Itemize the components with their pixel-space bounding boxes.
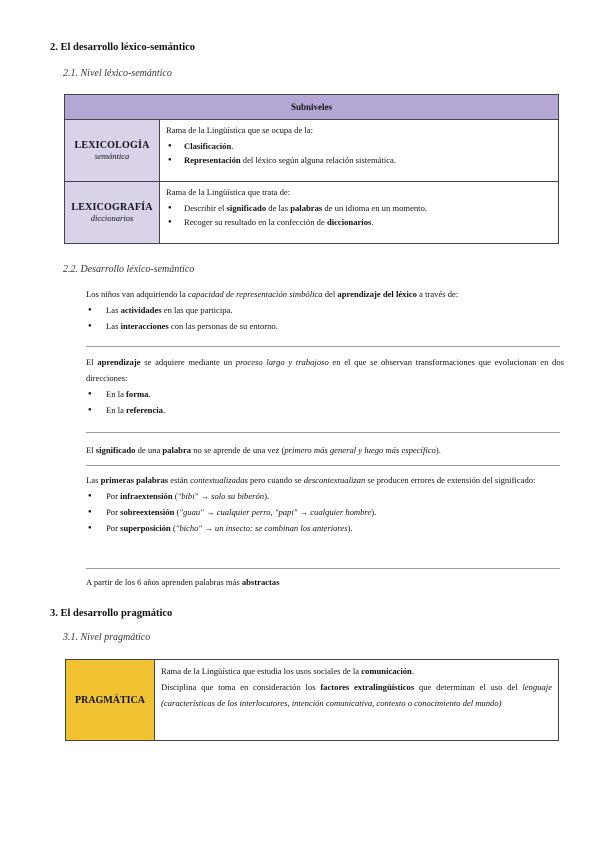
section-3-title: 3. El desarrollo pragmático [50, 608, 173, 619]
list-item: ● Las interacciones con las personas de su entorno. [106, 318, 564, 334]
term-pragmatica: PRAGMÁTICA [66, 660, 155, 741]
list-item: ● Clasificación. [184, 139, 552, 153]
list-item: ● Representación del léxico según alguna relación sistemática. [184, 153, 552, 167]
list-item: ● Por superposición ("bicho" → un insecto: se combinan los anteriores). [106, 520, 564, 536]
divider [86, 465, 560, 466]
paragraph-3: El significado de una palabra no se aprende de una vez (primero más general y luego más específico). [86, 445, 441, 455]
definition-intro: Rama de la Lingüística que trata de: [166, 187, 291, 197]
term-cell [65, 120, 160, 182]
sublevels-table [64, 94, 559, 244]
term-sub: semántica [94, 151, 130, 161]
term-lexicologia: LEXICOLOGÍA [74, 140, 150, 151]
paragraph-1: Los niños van adquiriendo la capacidad de representación simbólica del aprendizaje del léxico a través de: ● Las actividades en las que participa. ● Las interacciones con las personas de su entorno. [86, 286, 564, 334]
list-item: ● Por infraextensión ("bibi" → solo su biberón). [106, 488, 564, 504]
definition-cell [160, 120, 559, 182]
table-header: Subniveles [65, 95, 559, 120]
definition-cell [155, 660, 559, 741]
pragmatics-table [65, 659, 559, 741]
list-item: ● Describir el significado de las palabras de un idioma en un momento. [184, 201, 552, 215]
divider [86, 346, 560, 347]
divider [86, 432, 560, 433]
section-2-title: 2. El desarrollo léxico-semántico [50, 42, 196, 53]
list-item: ● Por sobreextensión ("guau" → cualquier perro, "papi" → cualquier hombre). [106, 504, 564, 520]
paragraph-5: A partir de los 6 años aprenden palabras más abstractas [86, 577, 280, 587]
definition-cell [160, 182, 559, 244]
definition-line: Disciplina que toma en consideración los factores extralingüísticos que determinan el uso del lenguaje (características de los interlocutores, intención comunicativa, contexto o conocimiento del mundo) [161, 682, 553, 708]
list-item: ● En la referencia. [106, 402, 564, 418]
paragraph-2: El aprendizaje se adquiere mediante un proceso largo y trabajoso en el que se observan transformaciones que evolucionan en dos direcciones: ● En la forma. ● En la referencia. [86, 354, 564, 418]
subsection-2-2-title: 2.2. Desarrollo léxico-semántico [63, 264, 195, 275]
subsection-2-1-title: 2.1. Nivel léxico-semántico [63, 68, 172, 79]
term-sub: diccionarios [90, 213, 134, 223]
subsection-3-1-title: 3.1. Nivel pragmático [63, 632, 151, 643]
list-item: ● Recoger su resultado en la confección de diccionarios. [184, 215, 552, 229]
term-lexicografia: LEXICOGRAFÍA [71, 202, 153, 213]
list-item: ● Las actividades en las que participa. [106, 302, 564, 318]
divider [86, 568, 560, 569]
definition-intro: Rama de la Lingüística que se ocupa de la: [166, 125, 313, 135]
term-cell [65, 182, 160, 244]
definition-line: Rama de la Lingüística que estudia los usos sociales de la comunicación. [161, 666, 414, 676]
paragraph-4: Las primeras palabras están contextualizadas pero cuando se descontextualizan se producen errores de extensión del significado: ● Por infraextensión ("bibi" → solo su biberón). ● Por sobreextensión ("guau" → cualquier perro, "papi" → cualquier hombre). ● Por superposición ("bicho" → un insecto: se combinan los anteriores). [86, 472, 564, 536]
list-item: ● En la forma. [106, 386, 564, 402]
